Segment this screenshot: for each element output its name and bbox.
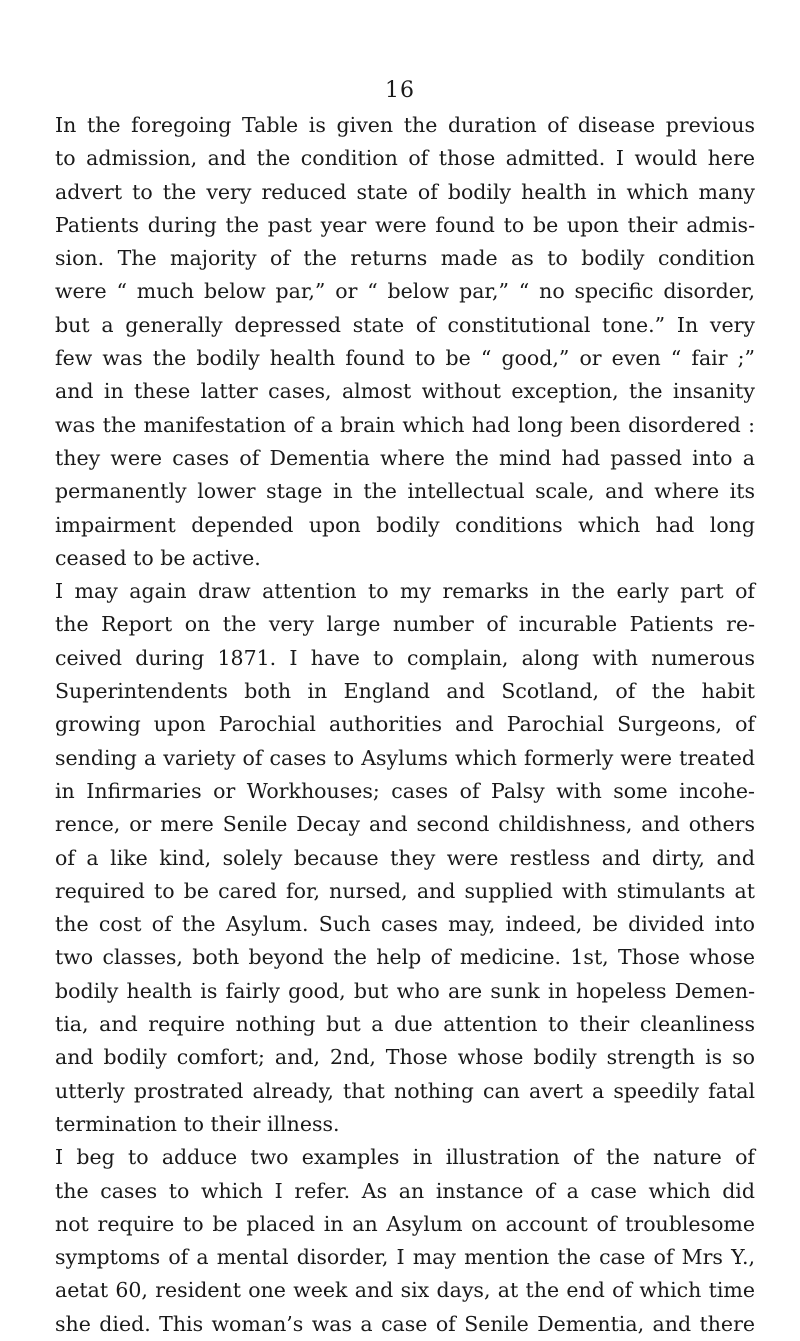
text-line: I beg to adduce two examples in illustration of the nature of <box>55 1145 755 1170</box>
text-line: and bodily comfort; and, 2nd, Those whose bodily strength is so <box>55 1045 755 1070</box>
text-line: permanently lower stage in the intellectual scale, and where its <box>55 479 755 504</box>
text-line: in Infirmaries or Workhouses; cases of Palsy with some incohe- <box>55 778 755 803</box>
text-line: and in these latter cases, almost without exception, the insanity <box>55 379 755 404</box>
text-line: required to be cared for, nursed, and supplied with stimulants at <box>55 878 755 903</box>
text-line: aetat 60, resident one week and six days, at the end of which time <box>55 1278 755 1303</box>
page-number: 16 <box>385 78 415 103</box>
text-line: were “ much below par,” or “ below par,” “ no specific disorder, <box>55 279 755 304</box>
text-line: not require to be placed in an Asylum on account of troublesome <box>55 1211 755 1236</box>
text-line: termination to their illness. <box>55 1111 340 1136</box>
text-line: ceased to be active. <box>55 545 261 570</box>
text-line: to admission, and the condition of those admitted. I would here <box>55 146 755 171</box>
text-line: sion. The majority of the returns made as to bodily condition <box>55 246 755 271</box>
paragraph-3 <box>55 1141 755 1341</box>
text-line: the cases to which I refer. As an instance of a case which did <box>55 1178 755 1203</box>
text-line: ceived during 1871. I have to complain, along with numerous <box>55 645 755 670</box>
text-line: I may again draw attention to my remarks in the early part of <box>55 579 755 604</box>
text-line: tia, and require nothing but a due attention to their cleanliness <box>55 1012 755 1037</box>
text-line: sending a variety of cases to Asylums which formerly were treated <box>55 745 755 770</box>
text-line: the Report on the very large number of incurable Patients re- <box>55 612 755 637</box>
paragraph-2 <box>55 575 755 1141</box>
text-line: they were cases of Dementia where the mind had passed into a <box>55 445 755 470</box>
body-text <box>55 109 755 1341</box>
text-line: In the foregoing Table is given the duration of disease previous <box>55 113 755 137</box>
text-line: advert to the very reduced state of bodily health in which many <box>55 179 755 204</box>
text-line: bodily health is fairly good, but who are sunk in hopeless Demen- <box>55 978 755 1003</box>
text-line: Superintendents both in England and Scotland, of the habit <box>55 679 755 704</box>
text-line: symptoms of a mental disorder, I may mention the case of Mrs Y., <box>55 1245 755 1270</box>
text-line: was the manifestation of a brain which had long been disordered : <box>55 412 755 437</box>
text-line: the cost of the Asylum. Such cases may, indeed, be divided into <box>55 912 755 937</box>
text-line: Patients during the past year were found to be upon their admis- <box>55 212 755 237</box>
text-line: rence, or mere Senile Decay and second childishness, and others <box>55 812 755 837</box>
text-line: she died. This woman’s was a case of Senile Dementia, and there <box>55 1311 755 1336</box>
text-line: impairment depended upon bodily conditions which had long <box>55 512 755 537</box>
text-line: utterly prostrated already, that nothing can avert a speedily fatal <box>55 1078 755 1103</box>
text-line: but a generally depressed state of constitutional tone.” In very <box>55 312 755 337</box>
text-line: few was the bodily health found to be “ good,” or even “ fair ;” <box>55 346 755 371</box>
text-line: of a like kind, solely because they were restless and dirty, and <box>55 845 755 870</box>
paragraph-1 <box>55 109 755 575</box>
text-line: growing upon Parochial authorities and Parochial Surgeons, of <box>55 712 755 737</box>
text-line: two classes, both beyond the help of medicine. 1st, Those whose <box>55 945 755 970</box>
